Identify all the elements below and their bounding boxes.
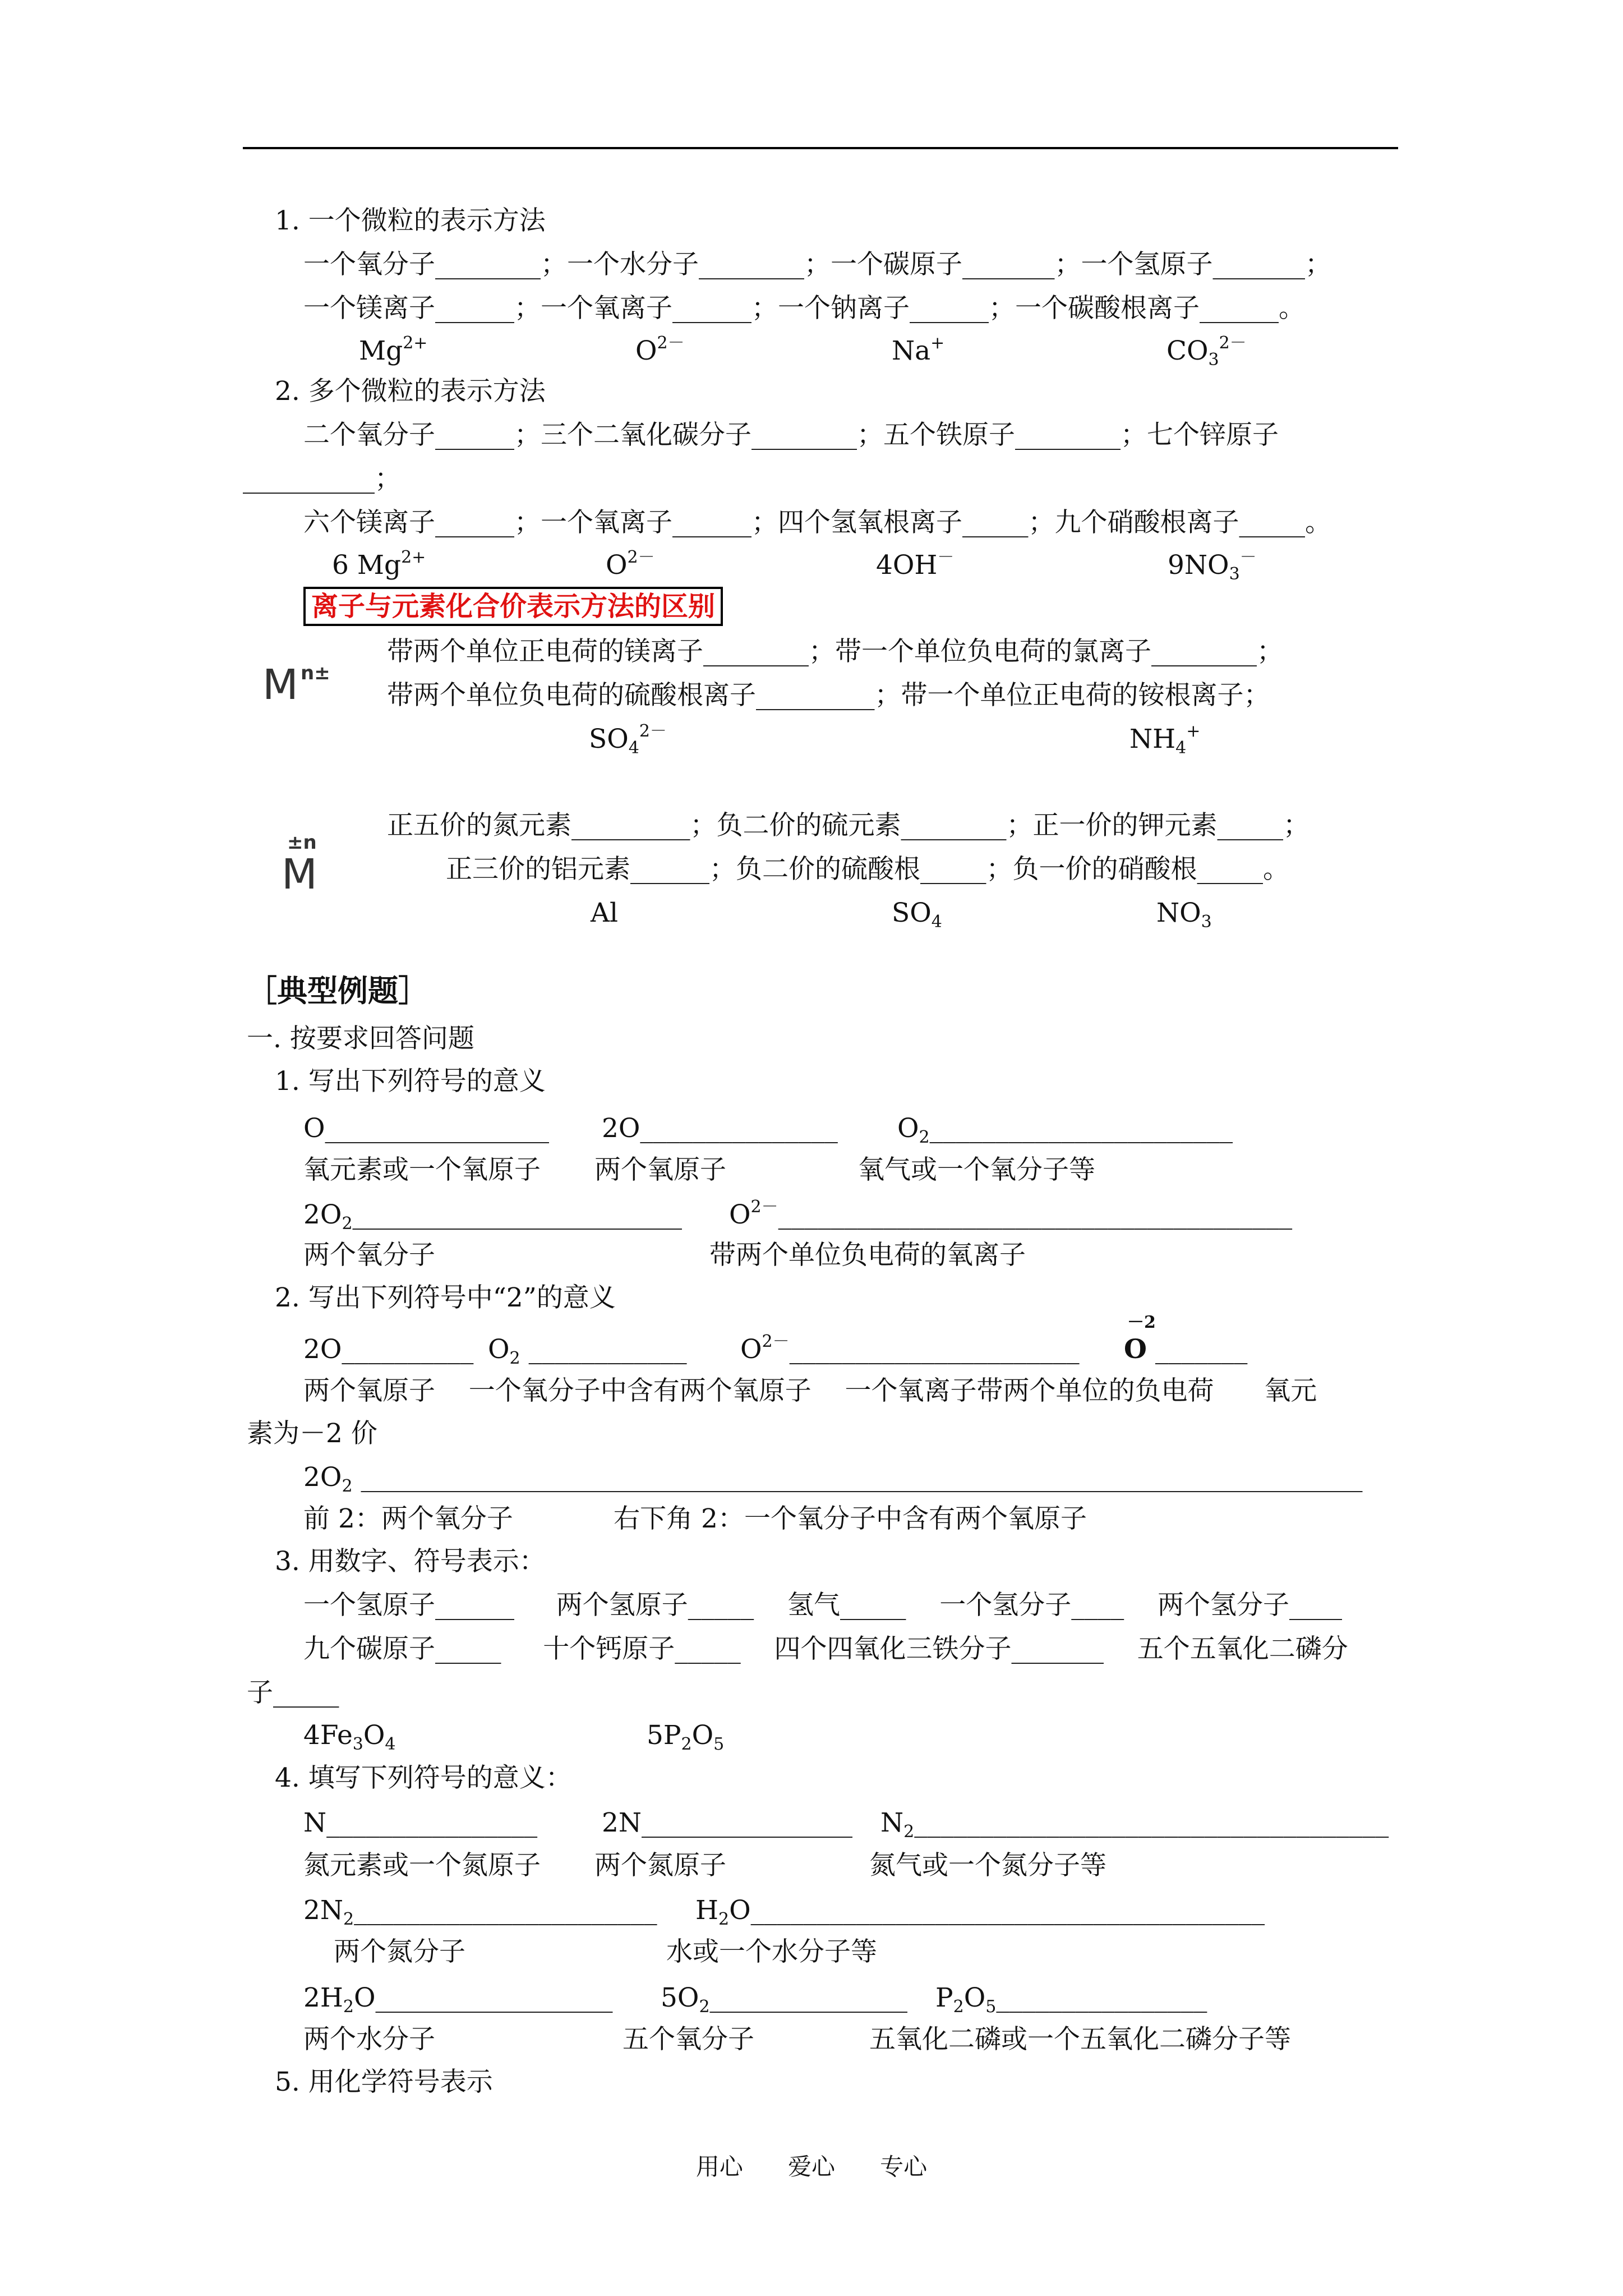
s2-ans-no3: $9NO_3^-$ bbox=[1168, 547, 1257, 584]
s1-row1: 一个氧分子________；一个水分子________；一个碳原子_______；一个氢原子_______； bbox=[303, 249, 1331, 280]
ion-row1: 带两个单位正电荷的镁离子________；带一个单位负电荷的氯离子________； bbox=[387, 636, 1283, 667]
q4-item-2h2o: $2H_2O\_\_\_\_\_\_\_\_\_\_\_\_\_\_\_\_\_\_$ bbox=[303, 1982, 613, 2017]
q1-item-o: O_________________ bbox=[303, 1113, 550, 1144]
q5-heading: 5. 用化学符号表示 bbox=[275, 2067, 493, 2097]
ion-ans-nh4: $NH_4^+$ bbox=[1129, 721, 1201, 758]
section-title-examples: ［典型例题］ bbox=[247, 973, 428, 1009]
s2-row1: 二个氧分子______；三个二氧化碳分子________；五个铁原子________；七个锌原子 bbox=[303, 420, 1279, 450]
q4-item-2n2: $2N_2\_\_\_\_\_\_\_\_\_\_\_\_\_\_\_\_\_\_\_\_\_\_\_$ bbox=[303, 1895, 657, 1929]
q2-ans-line: 两个氧原子 一个氧分子中含有两个氧原子 一个氧离子带两个单位的负电荷 氧元 bbox=[303, 1375, 1317, 1406]
q4-ans-6: 两个水分子 bbox=[303, 2024, 435, 2055]
q4-item-2n: 2N________________ bbox=[602, 1807, 853, 1838]
q3-row1: 一个氢原子______ 两个氢原子_____ 氢气_____ 一个氢分子____ 两个氢分子____ bbox=[303, 1590, 1342, 1621]
valence-row2: 正三价的铝元素______；负二价的硫酸根_____；负一价的硝酸根_____。 bbox=[446, 854, 1289, 885]
q4-ans-7: 五个氧分子 bbox=[623, 2024, 754, 2055]
valence-ans-no3: $NO_3$ bbox=[1156, 898, 1212, 932]
q1-ans-3: 氧气或一个氧分子等 bbox=[858, 1154, 1095, 1185]
section-title-difference: 离子与元素化合价表示方法的区别 bbox=[303, 587, 723, 626]
q2-ans-line2: 素为－2 价 bbox=[247, 1418, 377, 1449]
q4-item-n: N________________ bbox=[303, 1807, 538, 1838]
valence-row1: 正五价的氮元素_________；负二价的硫元素________；正一价的钾元素_____； bbox=[387, 810, 1310, 841]
valence-symbol-charge: ±n bbox=[287, 831, 317, 854]
ion-symbol-charge: n± bbox=[301, 662, 330, 684]
s1-ans-mg: $Mg^{2+}$ bbox=[359, 333, 428, 366]
q2-item-2o2: $2O_2$ ____________________________________________________________________________ bbox=[303, 1462, 1363, 1496]
q4-item-p2o5: $P_2O_5\_\_\_\_\_\_\_\_\_\_\_\_\_\_\_\_$ bbox=[935, 1982, 1207, 2017]
q2-item-valence-mark: －2 bbox=[1127, 1313, 1156, 1332]
q4-item-5o2: $5O_2\_\_\_\_\_\_\_\_\_\_\_\_\_\_\_$ bbox=[661, 1982, 908, 2017]
q3-ans-fe3o4: $4Fe_3O_4$ bbox=[303, 1720, 396, 1754]
q1-item-o2: $O_2\_\_\_\_\_\_\_\_\_\_\_\_\_\_\_\_\_\_\_\_\_\_\_$ bbox=[897, 1113, 1233, 1147]
valence-ans-al: Al bbox=[591, 898, 618, 928]
q2-item-2o: 2O__________ bbox=[303, 1334, 474, 1365]
s1-heading: 1. 一个微粒的表示方法 bbox=[275, 205, 546, 236]
s1-ans-na: Na+ bbox=[892, 333, 945, 366]
q3-ans-p2o5: $5P_2O_5$ bbox=[647, 1720, 725, 1754]
q1-heading: 1. 写出下列符号的意义 bbox=[275, 1066, 546, 1097]
q1-ans-1: 氧元素或一个氧原子 bbox=[303, 1154, 541, 1185]
q2-heading: 2. 写出下列符号中“2”的意义 bbox=[275, 1282, 616, 1313]
q4-item-n2: $N_2\_\_\_\_\_\_\_\_\_\_\_\_\_\_\_\_\_\_\_\_\_\_\_\_\_\_\_\_\_\_\_\_\_\_\_\_$ bbox=[880, 1807, 1389, 1842]
valence-symbol-m: M bbox=[282, 850, 317, 899]
q4-ans-2: 两个氮原子 bbox=[594, 1850, 726, 1881]
q2-ans-3: 前 2：两个氧分子 右下角 2：一个氧分子中含有两个氧原子 bbox=[303, 1503, 1087, 1534]
page-footer: 用心 爱心 专心 bbox=[695, 2153, 928, 2180]
q4-ans-5: 水或一个水分子等 bbox=[666, 1936, 877, 1967]
s2-row1b: __________； bbox=[243, 463, 401, 494]
valence-ans-so4: $SO_4$ bbox=[892, 898, 942, 932]
q4-ans-3: 氮气或一个氮分子等 bbox=[869, 1850, 1106, 1881]
q1-item-2o2: $2O_2\_\_\_\_\_\_\_\_\_\_\_\_\_\_\_\_\_\_\_\_\_\_\_\_\_$ bbox=[303, 1199, 683, 1234]
q4-ans-8: 五氧化二磷或一个五氧化二磷分子等 bbox=[869, 2024, 1291, 2055]
s1-row2: 一个镁离子______；一个氧离子______；一个钠离子______；一个碳酸根离子______。 bbox=[303, 293, 1305, 324]
part1-heading: 一. 按要求回答问题 bbox=[247, 1023, 474, 1054]
q4-ans-1: 氮元素或一个氮原子 bbox=[303, 1850, 541, 1881]
s2-row2: 六个镁离子______；一个氧离子______；四个氢氧根离子_____；九个硝酸根离子_____。 bbox=[303, 507, 1331, 538]
q2-item-valence-o: O _______ bbox=[1124, 1334, 1248, 1365]
q4-heading: 4. 填写下列符号的意义： bbox=[275, 1763, 572, 1793]
s2-ans-o: $O^{2-}$ bbox=[606, 547, 655, 581]
s2-ans-mg: 6 $Mg^{2+}$ bbox=[332, 547, 426, 581]
ion-symbol-m: M bbox=[262, 661, 298, 709]
q1-item-2o: 2O_______________ bbox=[602, 1113, 838, 1144]
ion-ans-so4: $SO_4^{2-}$ bbox=[589, 721, 667, 758]
q4-item-h2o: $H_2O\_\_\_\_\_\_\_\_\_\_\_\_\_\_\_\_\_\_\_\_\_\_\_\_\_\_\_\_\_\_\_\_\_\_\_\_\_\_\_$ bbox=[695, 1895, 1265, 1929]
q2-item-o2: $O_2$ ____________ bbox=[488, 1334, 687, 1368]
q3-row2: 九个碳原子_____ 十个钙原子_____ 四个四氧化三铁分子_______ 五个五氧化二磷分 bbox=[303, 1634, 1348, 1664]
q1-item-o2-ion: $O^{2-}\_\_\_\_\_\_\_\_\_\_\_\_\_\_\_\_\_\_\_\_\_\_\_\_\_\_\_\_\_\_\_\_\_\_\_\_\_\_\_$ bbox=[729, 1197, 1293, 1230]
q2-item-o2-ion: $O^{2-}\_\_\_\_\_\_\_\_\_\_\_\_\_\_\_\_\_\_\_\_\_\_$ bbox=[740, 1332, 1080, 1365]
q1-ans-2: 两个氧原子 bbox=[594, 1154, 726, 1185]
ion-row2: 带两个单位负电荷的硫酸根离子_________；带一个单位正电荷的铵根离子； bbox=[387, 680, 1270, 711]
q3-row2b: 子_____ bbox=[247, 1677, 339, 1708]
q4-ans-4: 两个氮分子 bbox=[334, 1936, 465, 1967]
q1-ans-5: 带两个单位负电荷的氧离子 bbox=[709, 1240, 1026, 1271]
s2-ans-oh: 4OH－ bbox=[876, 547, 955, 581]
s1-ans-co3: $CO_3^{2-}$ bbox=[1166, 333, 1247, 370]
header-rule bbox=[243, 147, 1398, 149]
s1-ans-o: $O^{2-}$ bbox=[635, 333, 685, 366]
q3-heading: 3. 用数字、符号表示： bbox=[275, 1546, 546, 1577]
q1-ans-4: 两个氧分子 bbox=[303, 1240, 435, 1271]
s2-heading: 2. 多个微粒的表示方法 bbox=[275, 376, 546, 407]
